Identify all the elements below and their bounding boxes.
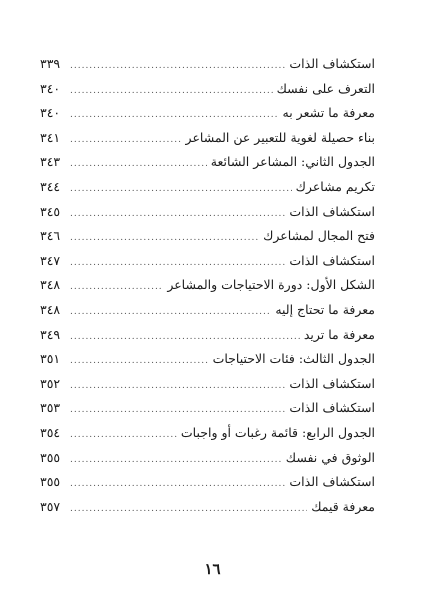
toc-entry-title: الجدول الثالث: فئات الاحتياجات bbox=[212, 351, 375, 367]
toc-entry-page: ٣٥٤ bbox=[40, 424, 61, 440]
toc-entry-page: ٣٤٠ bbox=[40, 105, 61, 121]
toc-entry-page: ٣٥١ bbox=[40, 351, 61, 367]
toc-entry-page: ٣٤٩ bbox=[40, 326, 61, 342]
toc-entry bbox=[40, 249, 375, 274]
toc-entry-page: ٣٤٤ bbox=[40, 178, 61, 194]
toc-dot-leader bbox=[70, 349, 209, 374]
toc-dot-leader bbox=[70, 497, 307, 522]
toc-dot-leader bbox=[70, 374, 285, 399]
toc-entry-title: استكشاف الذات bbox=[289, 400, 375, 416]
toc-entry-title: بناء حصيلة لغوية للتعبير عن المشاعر bbox=[185, 129, 375, 145]
toc-entry bbox=[40, 150, 375, 175]
toc-entry-title: الجدول الثاني: المشاعر الشائعة bbox=[210, 154, 375, 170]
toc-entry bbox=[40, 175, 375, 200]
toc-entry bbox=[40, 347, 375, 372]
toc-entry-page: ٣٤٥ bbox=[40, 203, 61, 219]
toc-entry bbox=[40, 52, 375, 77]
toc-entry-page: ٣٤٨ bbox=[40, 301, 61, 317]
toc-entry-title: استكشاف الذات bbox=[289, 375, 375, 391]
toc-entry-page: ٣٤٣ bbox=[40, 154, 61, 170]
toc-entry-page: ٣٥٣ bbox=[40, 400, 61, 416]
toc-entry bbox=[40, 396, 375, 421]
toc-entry-page: ٣٤٠ bbox=[40, 80, 61, 96]
toc-dot-leader bbox=[70, 79, 273, 104]
toc-entry-title: الشكل الأول: دورة الاحتياجات والمشاعر bbox=[167, 277, 375, 293]
toc-entry-title: معرفة ما تشعر به bbox=[282, 105, 375, 121]
toc-entry bbox=[40, 495, 375, 520]
toc-entry bbox=[40, 77, 375, 102]
toc-entry-page: ٣٤٧ bbox=[40, 252, 61, 268]
toc-dot-leader bbox=[70, 202, 285, 227]
toc-entry bbox=[40, 372, 375, 397]
toc-entry-title: استكشاف الذات bbox=[289, 56, 375, 71]
toc-entry bbox=[40, 200, 375, 225]
toc-dot-leader bbox=[70, 226, 259, 251]
toc-entry-page: ٣٥٥ bbox=[40, 449, 61, 465]
toc-entry bbox=[40, 323, 375, 348]
toc-entry-page: ٣٤١ bbox=[40, 129, 61, 145]
toc-entry-title: التعرف على نفسك bbox=[276, 80, 375, 96]
toc-dot-leader bbox=[70, 423, 177, 448]
toc-dot-leader bbox=[70, 103, 279, 128]
toc-dot-leader bbox=[70, 177, 292, 202]
toc-entry bbox=[40, 273, 375, 298]
page-number: ١٦ bbox=[204, 560, 221, 578]
toc-entry bbox=[40, 224, 375, 249]
toc-dot-leader bbox=[70, 448, 282, 473]
table-of-contents bbox=[40, 52, 375, 519]
toc-entry bbox=[40, 446, 375, 471]
toc-dot-leader bbox=[70, 300, 271, 325]
toc-entry-title: الوثوق في نفسك bbox=[285, 449, 375, 465]
toc-entry-page: ٣٤٦ bbox=[40, 228, 61, 244]
toc-entry-page: ٣٥٢ bbox=[40, 375, 61, 391]
toc-dot-leader bbox=[70, 398, 285, 423]
toc-dot-leader bbox=[70, 251, 285, 276]
toc-dot-leader bbox=[70, 152, 207, 177]
toc-entry-title: استكشاف الذات bbox=[289, 252, 375, 268]
toc-dot-leader bbox=[70, 54, 285, 79]
toc-entry-title: استكشاف الذات bbox=[289, 474, 375, 490]
toc-dot-leader bbox=[70, 325, 300, 350]
toc-dot-leader bbox=[70, 472, 285, 497]
toc-entry bbox=[40, 101, 375, 126]
toc-entry bbox=[40, 470, 375, 495]
toc-entry bbox=[40, 421, 375, 446]
toc-entry-title: معرفة ما تحتاج إليه bbox=[275, 301, 375, 317]
toc-entry bbox=[40, 298, 375, 323]
toc-entry bbox=[40, 126, 375, 151]
toc-entry-title: معرفة قيمك bbox=[311, 498, 375, 514]
toc-entry-page: ٣٣٩ bbox=[40, 56, 61, 71]
toc-dot-leader bbox=[70, 128, 182, 153]
toc-dot-leader bbox=[70, 275, 163, 300]
toc-entry-page: ٣٥٧ bbox=[40, 498, 61, 514]
toc-entry-title: فتح المجال لمشاعرك bbox=[263, 228, 375, 244]
toc-entry-page: ٣٥٥ bbox=[40, 474, 61, 490]
toc-entry-title: معرفة ما تريد bbox=[303, 326, 375, 342]
toc-entry-title: الجدول الرابع: قائمة رغبات أو واجبات bbox=[180, 424, 375, 440]
toc-entry-title: تكريم مشاعرك bbox=[295, 178, 375, 194]
toc-entry-page: ٣٤٨ bbox=[40, 277, 61, 293]
toc-entry-title: استكشاف الذات bbox=[289, 203, 375, 219]
